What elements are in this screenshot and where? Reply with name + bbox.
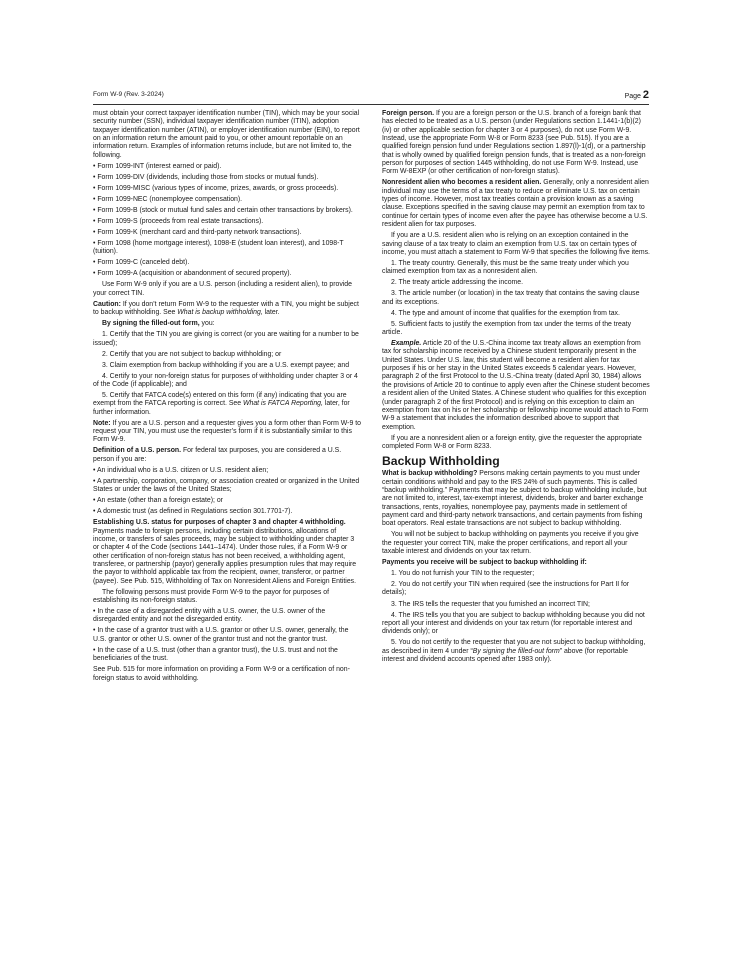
- right-column: [382, 110, 650, 667]
- list-item: 3. The article number (or location) in the tax treaty that contains the saving clause and its exceptions.: [382, 290, 640, 306]
- list-item: 3. Claim exemption from backup withholding if you are a U.S. exempt payee; and: [102, 361, 350, 369]
- nonresident-alien-paragraph: Nonresident alien who becomes a resident alien. Generally, only a nonresident alien individual may use the terms of a tax treaty to reduce or eliminate U.S. tax on certain types of income. However, most tax treaties contain a provision known as a saving clause. Exceptions specified in the saving clause may permit an exemption from tax to continue for certain types of income even after the payee has otherwise become a U.S. resident alien for tax purposes.: [382, 179, 649, 229]
- paragraph: must obtain your correct taxpayer identification number (TIN), which may be your social security number (SSN), individual taxpayer identification number (ITIN), adoption taxpayer identification number (ATIN), or employer identification number (EIN), to report on an information return the amount paid to you, or other amount reportable on an information return. Examples of information returns include, but are not limited to, the following.: [93, 110, 360, 159]
- list-item: 5. Certify that FATCA code(s) entered on this form (if any) indicating that you are exempt from the FATCA reporting is correct. See What is FATCA Reporting, later, for further information.: [93, 392, 350, 416]
- definition-paragraph: Definition of a U.S. person. For federal tax purposes, you are considered a U.S. person if you are:: [93, 447, 342, 463]
- left-column: [93, 110, 361, 686]
- foreign-person-paragraph: Foreign person. If you are a foreign person or the U.S. branch of a foreign bank that has elected to be treated as a U.S. person (under Regulations section 1.1441-1(b)(2)(iv) or other applicable section for chapter 3 or 4 purposes), do not use Form W-9. Instead, use the appropriate Form W-8 or Form 8233 (see Pub. 515). If you are a qualified foreign pension fund under Regulations section 1.897(l)-1(d), or a partnership that is wholly owned by qualified foreign pension funds, that is treated as a non-foreign person for purposes of section 1445 withholding, do not use Form W-9. Instead, use Form W-8EXP (or other certification of non-foreign status).: [382, 110, 646, 176]
- paragraph: See Pub. 515 for more information on providing a Form W-9 or a certification of non-foreign status to avoid withholding.: [93, 666, 350, 682]
- list-item: • Form 1098 (home mortgage interest), 1098-E (student loan interest), and 1098-T (tuition).: [93, 239, 344, 256]
- list-item: • An individual who is a U.S. citizen or U.S. resident alien;: [93, 466, 269, 474]
- note-paragraph: Note: If you are a U.S. person and a requester gives you a form other than Form W-9 to request your TIN, you must use the requester’s form if it is substantially similar to this Form W-9.: [93, 419, 361, 444]
- paragraph: If you are a nonresident alien or a foreign entity, give the requester the appropriate completed Form W-8 or Form 8233.: [382, 434, 642, 450]
- list-item: • A domestic trust (as defined in Regulations section 301.7701-7).: [93, 508, 293, 516]
- list-item: 1. You do not furnish your TIN to the requester;: [391, 570, 535, 578]
- list-item: • In the case of a U.S. trust (other than a grantor trust), the U.S. trust and not the beneficiaries of the trust.: [93, 646, 338, 663]
- establishing-paragraph: Establishing U.S. status for purposes of chapter 3 and chapter 4 withholding. Payments made to foreign persons, including certain distributions, allocations of income, or transfers of sales proceeds, may be subject to withholding under chapter 3 or chapter 4 of the Code (sections 1441–1474). Under those rules, if a Form W-9 or other certification of non-foreign status has not been received, a withholding agent, transferee, or partnership (payor) generally applies presumption rules that may require the payor to withhold applicable tax from the recipient, owner, transferor, or partner (payee). See Pub. 515, Withholding of Tax on Nonresident Aliens and Foreign Entities.: [93, 519, 357, 585]
- paragraph: The following persons must provide Form W-9 to the payor for purposes of establishing its non-foreign status.: [93, 588, 329, 605]
- payments-heading: Payments you receive will be subject to backup withholding if:: [382, 559, 587, 567]
- list-item: 4. Certify to your non-foreign status for purposes of withholding under chapter 3 or 4 of the Code (if applicable); and: [93, 372, 358, 388]
- list-item: • Form 1099-MISC (various types of income, prizes, awards, or gross proceeds).: [93, 184, 339, 192]
- list-item: • Form 1099-K (merchant card and third-party network transactions).: [93, 228, 302, 236]
- list-item: 4. The type and amount of income that qualifies for the exemption from tax.: [391, 309, 620, 317]
- caution-paragraph: Caution: If you don’t return Form W-9 to the requester with a TIN, you might be subject to backup withholding. See What is backup withholding, later.: [93, 300, 359, 317]
- backup-withholding-paragraph: What is backup withholding? Persons making certain payments to you must under certain conditions withhold and pay to the IRS 24% of such payments. This is called “backup withholding.” Payments that may be subject to backup withholding include, but are not limited to, interest, tax-exempt interest, dividends, broker and barter exchange transactions, rents, royalties, nonemployee pay, payments made in settlement of payment card and third-party network transactions, and certain payments from fishing boat operators. Real estate transactions are not subject to backup withholding.: [382, 470, 647, 528]
- page-number: Page 2: [624, 89, 649, 101]
- list-item: • An estate (other than a foreign estate); or: [93, 497, 223, 505]
- list-item: 2. You do not certify your TIN when required (see the instructions for Part II for details);: [382, 581, 630, 597]
- list-item: • Form 1099-C (canceled debt).: [93, 259, 190, 267]
- section-title: Backup Withholding: [382, 454, 500, 469]
- list-item: • Form 1099-A (acquisition or abandonment of secured property).: [93, 270, 292, 278]
- list-item: 5. You do not certify to the requester that you are not subject to backup withholding, as described in item 4 under “By signing the filled-out form” above (for reportable interest and dividend accounts opened after 1983 only).: [382, 639, 646, 663]
- list-item: • In the case of a disregarded entity with a U.S. owner, the U.S. owner of the disregarded entity and not the disregarded entity.: [93, 608, 326, 624]
- list-item: 4. The IRS tells you that you are subject to backup withholding because you did not report all your interest and dividends on your tax return (for reportable interest and dividends only); or: [382, 611, 645, 636]
- paragraph: If you are a U.S. resident alien who is relying on an exception contained in the saving clause of a tax treaty to claim an exemption from U.S. tax on certain types of income, you must attach a statement to Form W-9 that specifies the following five items.: [382, 232, 650, 256]
- list-item: 3. The IRS tells the requester that you furnished an incorrect TIN;: [391, 600, 590, 608]
- list-item: 1. Certify that the TIN you are giving is correct (or you are waiting for a number to be issued);: [93, 331, 359, 347]
- example-paragraph: Example. Article 20 of the U.S.-China income tax treaty allows an exemption from tax for scholarship income received by a Chinese student temporarily present in the United States. Under U.S. law, this student will become a resident alien for tax purposes if his or her stay in the United States exceeds 5 calendar years. However, paragraph 2 of the first Protocol to the U.S.-China treaty (dated April 30, 1984) allows the provisions of Article 20 to continue to apply even after the Chinese student becomes a resident alien of the United States. A Chinese student who qualifies for this exception (under paragraph 2 of the first Protocol) and is relying on this exception to claim an exemption from tax on his or her scholarship or fellowship income would attach to Form W-9 a statement that includes the information described above to support that exemption.: [382, 340, 650, 431]
- list-item: • Form 1099-S (proceeds from real estate transactions).: [93, 217, 264, 225]
- list-item: • Form 1099-NEC (nonemployee compensation).: [93, 195, 243, 203]
- list-item: • Form 1099-B (stock or mutual fund sales and certain other transactions by brokers).: [93, 206, 353, 214]
- list-item: • Form 1099-DIV (dividends, including those from stocks or mutual funds).: [93, 173, 319, 181]
- list-item: 1. The treaty country. Generally, this must be the same treaty under which you claimed exemption from tax as a nonresident alien.: [382, 259, 629, 276]
- list-item: 2. Certify that you are not subject to backup withholding; or: [102, 350, 282, 358]
- form-label: Form W-9 (Rev. 3-2024): [93, 91, 164, 98]
- list-item: 5. Sufficient facts to justify the exemption from tax under the terms of the treaty article.: [382, 320, 632, 337]
- list-item: 2. The treaty article addressing the income.: [391, 279, 524, 287]
- list-item: • Form 1099-INT (interest earned or paid).: [93, 162, 222, 170]
- list-item: • In the case of a grantor trust with a U.S. grantor or other U.S. owner, generally, the U.S. grantor or other U.S. owner of the grantor trust and not the grantor trust.: [93, 627, 349, 643]
- page-header: [93, 88, 649, 105]
- paragraph: You will not be subject to backup withholding on payments you receive if you give the requester your correct TIN, make the proper certifications, and report all your taxable interest and dividends on your tax return.: [382, 531, 639, 556]
- list-item: • A partnership, corporation, company, or association created or organized in the United States or under the laws of the United States;: [93, 477, 360, 494]
- signing-heading: By signing the filled-out form, you:: [102, 320, 215, 328]
- paragraph: Use Form W-9 only if you are a U.S. person (including a resident alien), to provide your correct TIN.: [93, 281, 352, 297]
